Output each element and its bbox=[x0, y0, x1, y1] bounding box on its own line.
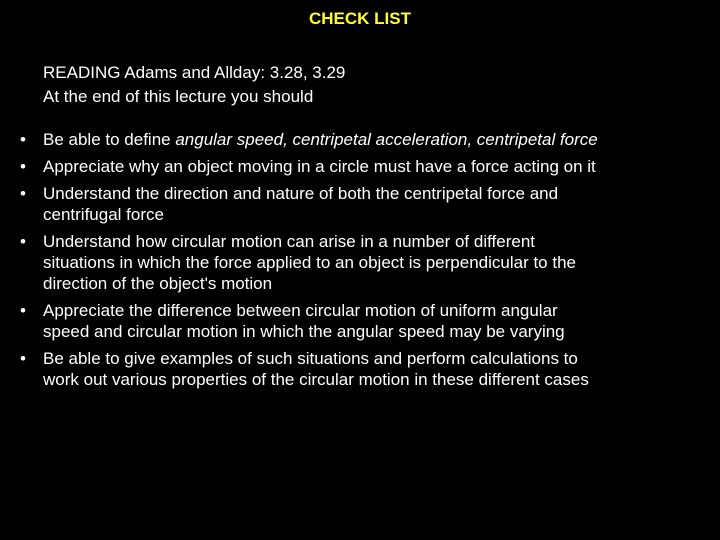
bullet-icon: • bbox=[20, 157, 26, 176]
checklist-item-text: direction of the object's motion bbox=[43, 274, 273, 293]
checklist-item bbox=[20, 183, 710, 225]
checklist-item-text: Understand how circular motion can arise in a number of different bbox=[43, 232, 535, 251]
bullet-icon: • bbox=[20, 130, 26, 149]
intro-block bbox=[43, 61, 345, 109]
bullet-icon: • bbox=[20, 184, 26, 203]
checklist-item-text: work out various properties of the circular motion in these different cases bbox=[43, 370, 589, 389]
checklist-item bbox=[20, 156, 710, 177]
checklist-item bbox=[20, 348, 710, 390]
checklist-item-text: Understand the direction and nature of both the centripetal force and bbox=[43, 184, 559, 203]
intro-text: At the end of this lecture you should bbox=[43, 87, 314, 106]
checklist-item-text: Appreciate the difference between circular motion of uniform angular bbox=[43, 301, 558, 320]
checklist-item-text: Be able to give examples of such situations and perform calculations to bbox=[43, 349, 578, 368]
checklist-item-text: Appreciate why an object moving in a circle must have a force acting on it bbox=[43, 157, 596, 176]
checklist-item bbox=[20, 129, 710, 150]
checklist-item bbox=[20, 231, 710, 294]
slide-title: CHECK LIST bbox=[309, 9, 411, 28]
bullet-icon: • bbox=[20, 232, 26, 251]
checklist-item-text: situations in which the force applied to an object is perpendicular to the bbox=[43, 253, 576, 272]
checklist bbox=[20, 129, 710, 396]
checklist-item-text: Be able to define bbox=[43, 130, 176, 149]
bullet-icon: • bbox=[20, 301, 26, 320]
bullet-icon: • bbox=[20, 349, 26, 368]
checklist-item bbox=[20, 300, 710, 342]
reading-reference: READING Adams and Allday: 3.28, 3.29 bbox=[43, 63, 346, 82]
checklist-item-text: speed and circular motion in which the angular speed may be varying bbox=[43, 322, 565, 341]
checklist-item-text: centrifugal force bbox=[43, 205, 164, 224]
checklist-item-emphasis: angular speed, centripetal acceleration, centripetal force bbox=[175, 130, 598, 149]
